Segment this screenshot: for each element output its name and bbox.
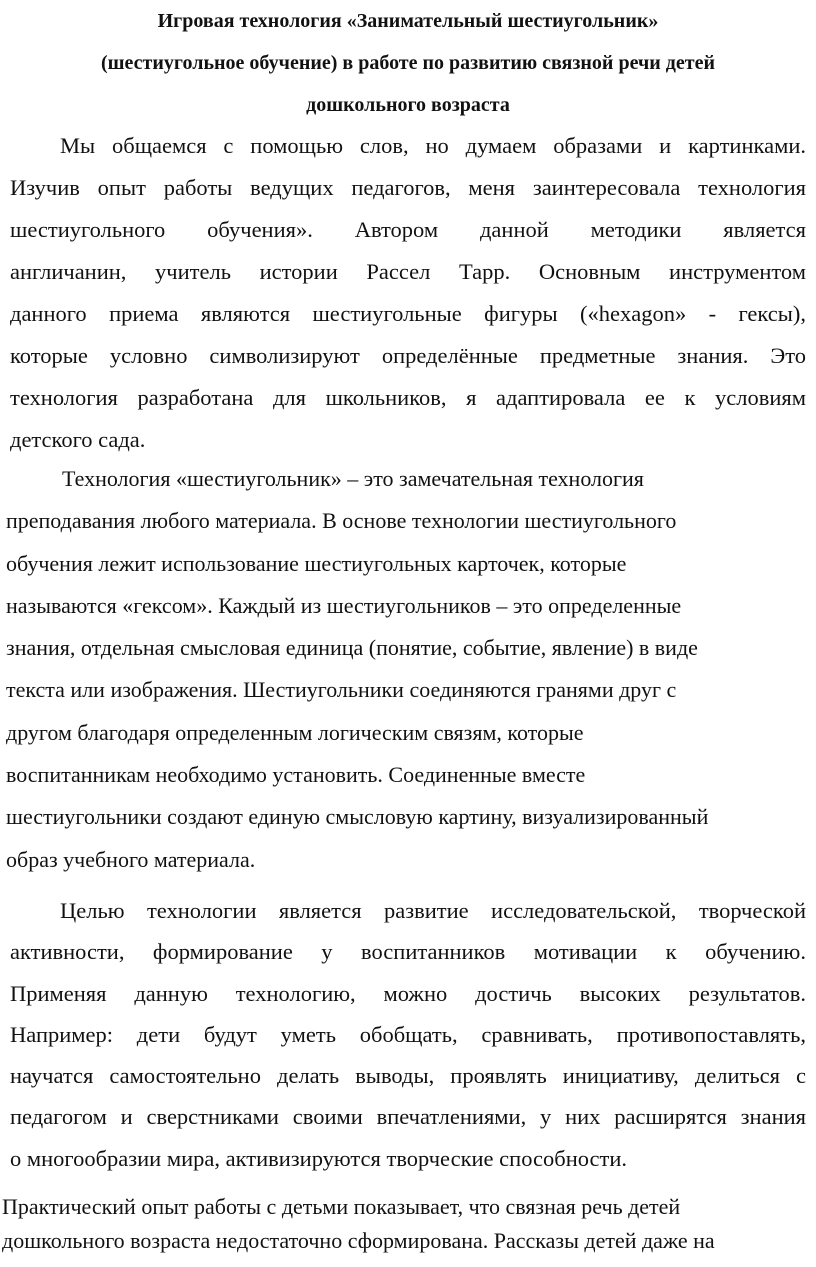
text-line: педагогом и сверстниками своими впечатлениями, у них расширятся знания [10,1104,806,1130]
paragraph-goal [10,890,806,1179]
text-line: шестиугольного обучения». Автором данной методики является [10,217,806,242]
title-line: дошкольного возраста [306,94,510,116]
text-line: детского сада. [10,427,146,452]
text-line: Изучив опыт работы ведущих педагогов, меня заинтересовала технология [10,175,806,200]
paragraph-technology [6,458,806,881]
text-line: Технология «шестиугольник» – это замечательная технология [62,466,644,491]
text-line: Практический опыт работы с детьми показывает, что связная речь детей [2,1194,681,1219]
title-line: (шестиугольное обучение) в работе по развитию связной речи детей [101,52,715,74]
text-line: текста или изображения. Шестиугольники соединяются гранями друг с [6,677,677,703]
text-line: которые условно символизируют определённые предметные знания. Это [10,343,806,368]
text-line: другом благодаря определенным логическим связям, которые [6,719,584,745]
text-line: обучения лежит использование шестиугольных карточек, которые [6,550,627,576]
text-line: называются «гексом». Каждый из шестиугольников – это определенные [6,592,682,618]
text-line: шестиугольники создают единую смысловую картину, визуализированный [6,804,709,830]
text-line: активности, формирование у воспитанников мотивации к обучению. [10,939,806,965]
text-line: воспитанникам необходимо установить. Соединенные вместе [6,762,586,788]
text-line: технология разработана для школьников, я адаптировала ее к условиям [10,385,806,410]
text-line: Целью технологии является развитие исследовательской, творческой [60,898,806,923]
title-line: Игровая технология «Занимательный шестиугольник» [157,10,659,32]
document-title [8,0,808,126]
text-line: преподавания любого материала. В основе технологии шестиугольного [6,508,677,534]
paragraph-intro [10,125,806,461]
paragraph-practice [2,1190,808,1258]
text-line: данного приема являются шестиугольные фигуры («hexagon» - гексы), [10,301,806,326]
text-line: знания, отдельная смысловая единица (понятие, событие, явление) в виде [6,635,698,661]
text-line: Мы общаемся с помощью слов, но думаем образами и картинками. [60,133,806,158]
text-line: Например: дети будут уметь обобщать, сравнивать, противопоставлять, [10,1021,806,1047]
text-line: образ учебного материала. [6,846,256,872]
text-line: англичанин, учитель истории Рассел Тарр. Основным инструментом [10,259,806,284]
text-line: Применяя данную технологию, можно достичь высоких результатов. [10,980,806,1006]
text-line: о многообразии мира, активизируются творческие способности. [10,1145,628,1171]
text-line: научатся самостоятельно делать выводы, проявлять инициативу, делиться с [10,1063,806,1089]
text-line: дошкольного возраста недостаточно сформирована. Рассказы детей даже на [2,1228,715,1253]
